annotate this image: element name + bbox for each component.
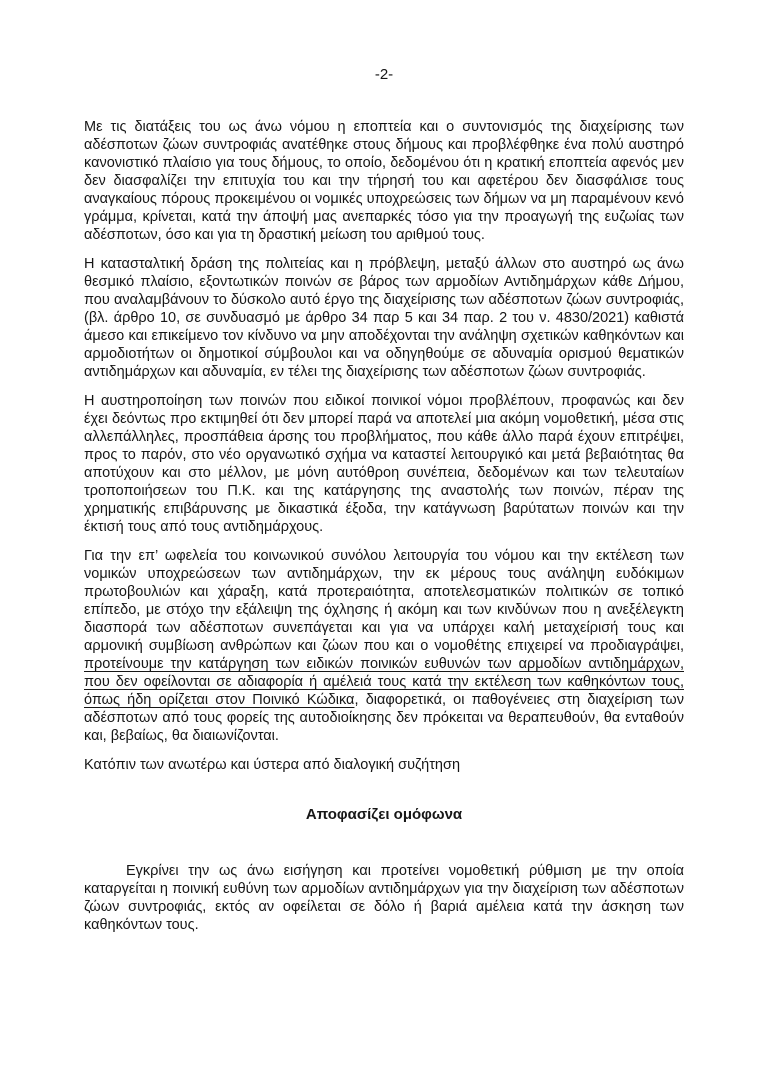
- proposal-text-before-underline: Για την επ’ ωφελεία του κοινωνικού συνόλου λειτουργία του νόμου και την εκτέλεση των νομικών υποχρεώσεων των αντιδημάρχων, την εκ μέρους τους ανάληψη ευδόκιμων πρωτοβουλιών και χάραξη, κατά προτεραιότητα, αποτελεσματικών πολιτικών σε τοπικό επίπεδο, με στόχο την εξάλειψη της όχλησης ή ακόμη και των κινδύνων που η ανεξέλεγκτη διασπορά των αδέσποτων συνεπάγεται και για να υπάρχει καλή μεταχείρισή τους και αρμονική συμβίωση ανθρώπων και ζώων που και ο νομοθέτης επιχειρεί να προδιαγράψει,: [84, 548, 684, 654]
- paragraph-conclusion-lead: Κατόπιν των ανωτέρω και ύστερα από διαλογική συζήτηση: [84, 757, 461, 773]
- paragraph-proposal: [84, 547, 684, 745]
- document-body: [84, 118, 684, 934]
- proposal-text-after-underline: , διαφορετικά, οι παθογένειες στη διαχείριση των αδέσποτων από τους φορείς της αυτοδιοίκησης δεν πρόκειται να θεραπευθούν, θα ενταθούν και, βεβαίως, θα διαιωνίζονται.: [84, 692, 685, 744]
- paragraph-stricter-penalties: Η αυστηροποίηση των ποινών που ειδικοί ποινικοί νόμοι προβλέπουν, προφανώς και δεν έχει δεόντως προ εκτιμηθεί ότι δεν μπορεί παρά να αποτελεί μια ακόμη νομοθετική, μέσα στις αλλεπάλληλες, προσπάθεια άρσης του προβλήματος, που κάθε άλλο παρά έχουν επιτρέψει, προς το παρόν, στο νέο οργανωτικό σχήμα να καταστεί λειτουργικό και μετά βεβαιότητας θα αποτύχουν και στο μέλλον, με μόνη αυτόθροη συνέπεια, δεδομένων και των τελευταίων τροποποιήσεων του Π.Κ. και της κατάργησης της αναστολής των ποινών, πέραν της χρηματικής επιβάρυνσης με δικαστικά έξοδα, την κατάγνωση βαρύτατων ποινών και την έκτισή τους από τους αντιδημάρχους.: [84, 393, 684, 535]
- paragraph-law-supervision: Με τις διατάξεις του ως άνω νόμου η εποπτεία και ο συντονισμός της διαχείρισης των αδέσποτων ζώων συντροφιάς ανατέθηκε στους δήμους και προβλέφθηκε ένα πολύ αυστηρό κανονιστικό πλαίσιο για τους δήμους, το οποίο, δεδομένου ότι η κρατική εποπτεία αφενός μεν δεν διασφαλίζει την επιτυχία του και την τήρησή του και αφετέρου δεν διασφάλισε τους αναγκαίους πόρους προκειμένου οι νομικές υποχρεώσεις των δήμων να μη παραμένουν κενό γράμμα, κρίνεται, κατά την άποψή μας ανεπαρκές τόσο για την προαγωγή της ευζωίας των αδέσποτων, όσο και για τη δραστική μείωση του αριθμού τους.: [84, 119, 684, 243]
- paragraph-penalties-risk: Η κατασταλτική δράση της πολιτείας και η πρόβλεψη, μεταξύ άλλων στο αυστηρό ως άνω θεσμικό πλαίσιο, εξοντωτικών ποινών σε βάρος των αρμοδίων Αντιδημάρχων κάθε Δήμου, που αναλαμβάνουν το δύσκολο αυτό έργο της διαχείρισης των αδέσποτων ζώων συντροφιάς, (βλ. άρθρο 10, σε συνδυασμό με άρθρο 34 παρ 5 και 34 παρ. 2 του ν. 4830/2021) καθιστά άμεσο και επικείμενο τον κίνδυνο να μην αποδέχονται την ανάληψη σχετικών καθηκόντων και αρμοδιοτήτων οι δημοτικοί σύμβουλοι και να οδηγηθούμε σε αδυναμία ορισμού θεματικών αντιδημάρχων και αδυναμία, εν τέλει της διαχείρισης των αδέσποτων ζώων συντροφιάς.: [84, 256, 684, 380]
- paragraph-decision-text: Εγκρίνει την ως άνω εισήγηση και προτείνει νομοθετική ρύθμιση με την οποία καταργείται η ποινική ευθύνη των αρμοδίων αντιδημάρχων για την διαχείριση των αδέσποτων ζώων συντροφιάς, εκτός αν οφείλεται σε δόλο ή βαριά αμέλεια κατά την άσκηση των καθηκόντων τους.: [84, 863, 684, 933]
- decision-heading: Αποφασίζει ομόφωνα: [305, 806, 463, 823]
- page-number: -2-: [374, 66, 394, 83]
- proposal-underlined-text: προτείνουμε την κατάργηση των ειδικών ποινικών ευθυνών των αρμοδίων αντιδημάρχων, που δεν οφείλονται σε αδιαφορία ή αμέλειά τους κατά την εκτέλεση των καθηκόντων τους, όπως ήδη ορίζεται στον Ποινικό Κώδικα: [84, 656, 684, 708]
